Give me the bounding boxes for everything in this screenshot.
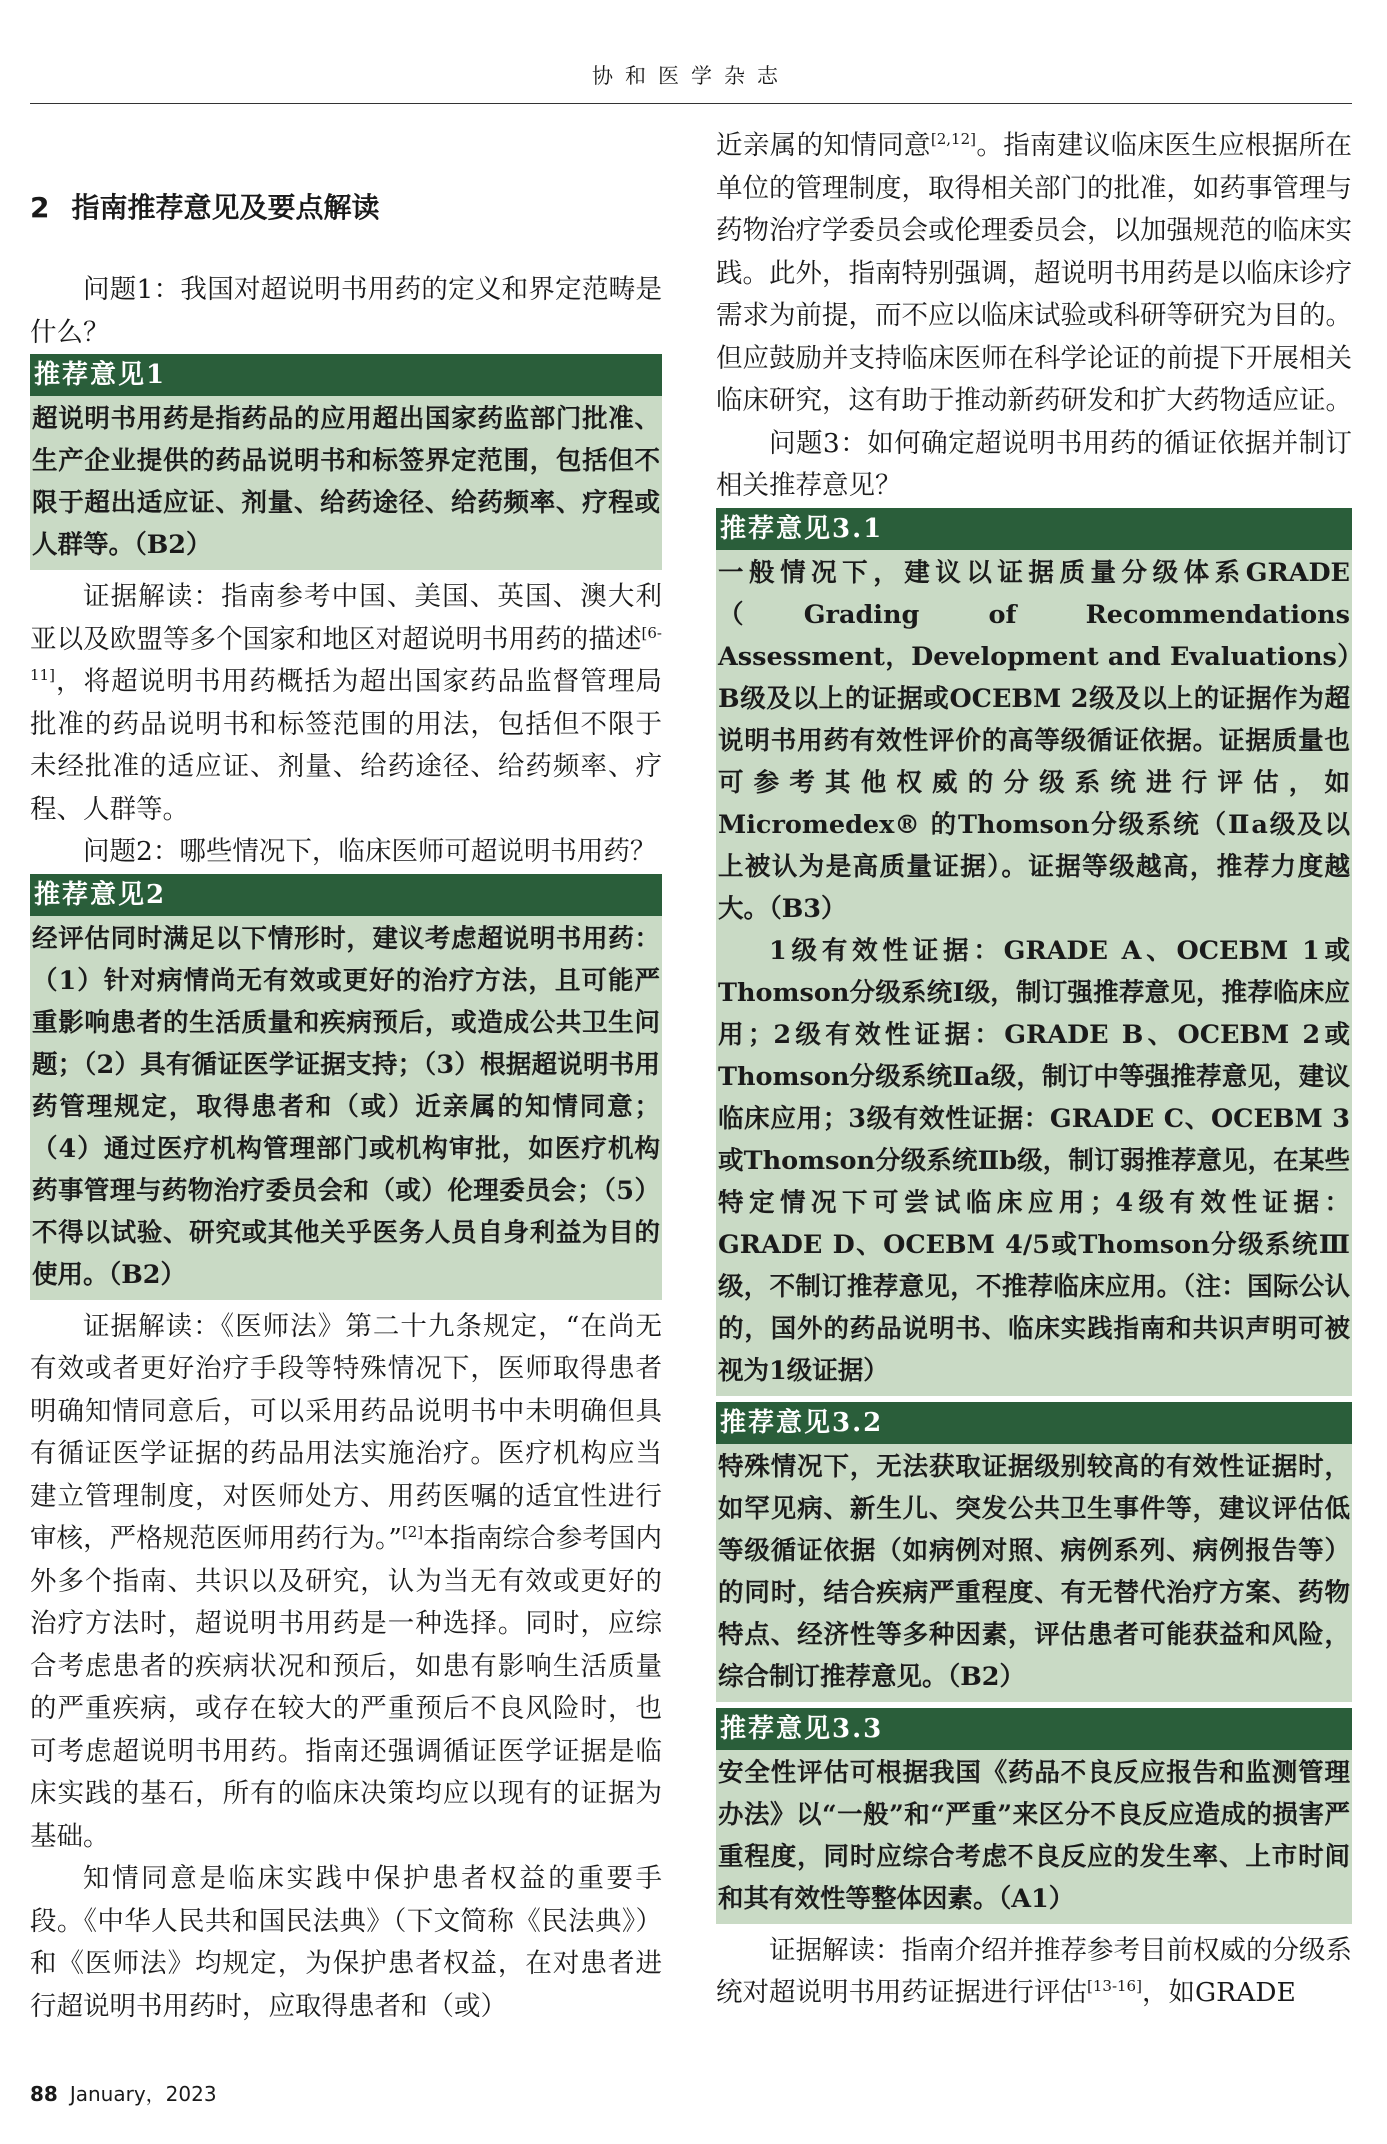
journal-title: 协和医学杂志	[592, 64, 790, 88]
citation: [13-16]	[1087, 1977, 1142, 1996]
recommendation-3-2-header: 推荐意见3.2	[716, 1402, 1352, 1444]
left-column	[30, 125, 662, 2028]
section-heading	[30, 187, 662, 229]
informed-consent-paragraph: 知情同意是临床实践中保护患者权益的重要手段。《中华人民共和国民法典》（下文简称《民法典》）和《医师法》均规定，为保护患者权益，在对患者进行超说明书用药时，应取得患者和（或）	[30, 1863, 662, 2022]
citation: [2]	[401, 1523, 424, 1542]
recommendation-1-body: 超说明书用药是指药品的应用超出国家药监部门批准、生产企业提供的药品说明书和标签界定范围，包括但不限于超出适应证、剂量、给药途径、给药频率、疗程或人群等。（B2）	[30, 396, 662, 570]
recommendation-3-3-body: 安全性评估可根据我国《药品不良反应报告和监测管理办法》以“一般”和“严重”来区分不良反应造成的损害严重程度，同时应综合考虑不良反应的发生率、上市时间和其有效性等整体因素。（A1）	[716, 1750, 1352, 1924]
question-1: 问题1：我国对超说明书用药的定义和界定范畴是什么？	[30, 274, 662, 348]
evidence-2: 证据解读：《医师法》第二十九条规定，“在尚无有效或者更好治疗手段等特殊情况下，医师取得患者明确知情同意后，可以采用药品说明书中未明确但具有循证医学证据的药品用法实施治疗。医疗机构应当建立管理制度，对医师处方、用药医嘱的适宜性进行审核，严格规范医师用药行为。”[2]本指南综合参考国内外多个指南、共识以及研究，认为当无有效或更好的治疗方法时，超说明书用药是一种选择。同时，应综合考虑患者的疾病状况和预后，如患有影响生活质量的严重疾病，或存在较大的严重预后不良风险时，也可考虑超说明书用药。指南还强调循证医学证据是临床实践的基石，所有的临床决策均应以现有的证据为基础。	[30, 1310, 662, 1852]
evidence-1: 证据解读：指南参考中国、美国、英国、澳大利亚以及欧盟等多个国家和地区对超说明书用药的描述[6-11]，将超说明书用药概括为超出国家药品监督管理局批准的药品说明书和标签范围的用法，包括但不限于未经批准的适应证、剂量、给药途径、给药频率、疗程、人群等。	[30, 581, 662, 825]
continued-paragraph: 近亲属的知情同意[2,12]。指南建议临床医生应根据所在单位的管理制度，取得相关部门的批准，如药事管理与药物治疗学委员会或伦理委员会，以加强规范的临床实践。此外，指南特别强调，超说明书用药是以临床诊疗需求为前提，而不应以临床试验或科研等研究为目的。但应鼓励并支持临床医师在科学论证的前提下开展相关临床研究，这有助于推动新药研发和扩大药物适应证。	[716, 130, 1353, 416]
question-2: 问题2：哪些情况下，临床医师可超说明书用药？	[83, 836, 657, 867]
page-number: 88	[30, 2082, 58, 2106]
recommendation-3-2-body: 特殊情况下，无法获取证据级别较高的有效性证据时，如罕见病、新生儿、突发公共卫生事件等，建议评估低等级循证依据（如病例对照、病例系列、病例报告等）的同时，结合疾病严重程度、有无替代治疗方案、药物特点、经济性等多种因素，评估患者可能获益和风险，综合制订推荐意见。（B2）	[716, 1444, 1352, 1702]
page-footer	[30, 2078, 217, 2107]
recommendation-1-header: 推荐意见1	[30, 354, 662, 396]
section-number: 2	[30, 191, 50, 224]
section-title: 指南推荐意见及要点解读	[71, 191, 380, 224]
page-header	[30, 0, 1352, 104]
evidence-3: 证据解读：指南介绍并推荐参考目前权威的分级系统对超说明书用药证据进行评估[13-16]，如GRADE	[716, 1934, 1352, 2008]
citation: [2,12]	[930, 130, 976, 149]
recommendation-3-1-body: 一般情况下，建议以证据质量分级体系GRADE（Grading of Recommendations Assessment，Development and Evaluations）B级及以上的证据或OCEBM 2级及以上的证据作为超说明书用药有效性评价的高等级循证依据。证据质量也可参考其他权威的分级系统进行评估，如Micromedex® 的Thomson分级系统（Ⅱa级及以上被认为是高质量证据）。证据等级越高，推荐力度越大。（B3） 1级有效性证据：GRADE A、OCEBM 1或Thomson分级系统Ⅰ级，制订强推荐意见，推荐临床应用；2级有效性证据：GRADE B、OCEBM 2或Thomson分级系统Ⅱa级，制订中等强推荐意见，建议临床应用；3级有效性证据：GRADE C、OCEBM 3或Thomson分级系统Ⅱb级，制订弱推荐意见，在某些特定情况下可尝试临床应用；4级有效性证据：GRADE D、OCEBM 4/5或Thomson分级系统Ⅲ级，不制订推荐意见，不推荐临床应用。（注：国际公认的，国外的药品说明书、临床实践指南和共识声明可被视为1级证据）	[716, 550, 1352, 1396]
question-3: 问题3：如何确定超说明书用药的循证依据并制订相关推荐意见？	[716, 427, 1352, 501]
recommendation-2-header: 推荐意见2	[30, 874, 662, 916]
recommendation-2-body: 经评估同时满足以下情形时，建议考虑超说明书用药：（1）针对病情尚无有效或更好的治疗方法，且可能严重影响患者的生活质量和疾病预后，或造成公共卫生问题；（2）具有循证医学证据支持；（3）根据超说明书用药管理规定，取得患者和（或）近亲属的知情同意；（4）通过医疗机构管理部门或机构审批，如医疗机构药事管理与药物治疗委员会和（或）伦理委员会；（5）不得以试验、研究或其他关乎医务人员自身利益为目的使用。（B2）	[30, 916, 662, 1300]
issue-date: January，2023	[69, 2082, 217, 2106]
right-column	[716, 125, 1352, 2015]
citation: [6-11]	[30, 623, 662, 685]
recommendation-3-3-header: 推荐意见3.3	[716, 1708, 1352, 1750]
recommendation-3-1-header: 推荐意见3.1	[716, 508, 1352, 550]
